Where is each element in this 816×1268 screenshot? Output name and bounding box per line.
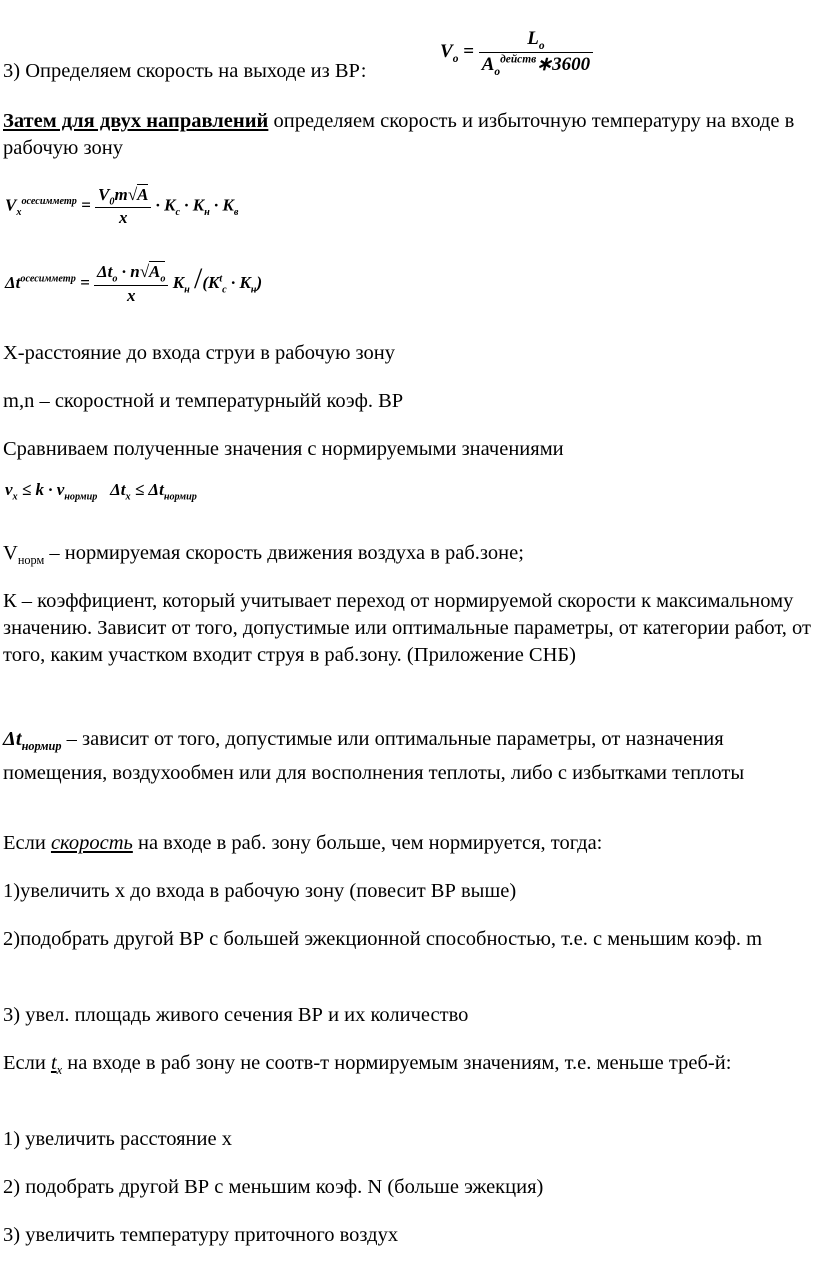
paragraph-compare: Сравниваем полученные значения с нормируемыми значениями	[3, 438, 564, 460]
paragraph-if-temperature: Если $t_x$ на входе в раб зону не соотв-т нормируемым значениям, т.е. меньше треб-й:	[3, 1052, 732, 1078]
list-item-1: 1)увеличить х до входа в рабочую зону (повесит ВР выше)	[3, 880, 517, 902]
paragraph-two-directions: Затем для двух направлений определяем скорость и избыточную температуру на входе в рабочую зону	[3, 110, 795, 159]
paragraph-x-definition: X-расстояние до входа струи в рабочую зону	[3, 342, 395, 364]
paragraph-mn-definition: m,n – скоростной и температурныйй коэф. ВР	[3, 390, 404, 412]
formula-comparison: $v_x \le k \cdot v_{нормир}$ $\Delta t_x \le \Delta t_{нормир}$	[5, 480, 197, 503]
formula-velocity-x: $V_x^{осесимметр}$ = $\frac{V_0m√A}{x}$ · $K_c \cdot K_н \cdot K_в$	[5, 185, 239, 228]
paragraph-k-coefficient: К – коэффициент, который учитывает переход от нормируемой скорости к максимальному значению. Зависит от того, допустимые или оптимальные параметры, от категории работ, от того, каким участком входит струя в раб.зону. (Приложение СНБ)	[3, 590, 811, 666]
formula-delta-t-x: $\Delta t^{осесимметр}$ = $\frac{\Delta t_o \cdot n√A_o}{x}$ $K_н$ $/(K^t_c \cdot K_н)$	[5, 262, 263, 305]
paragraph-v-norm: $V_{норм}$ – нормируемая скорость движения воздуха в раб.зоне;	[3, 542, 524, 568]
list-item-t2: 2) подобрать другой ВР с меньшим коэф. N (больше эжекция)	[3, 1176, 544, 1198]
list-item-t3: 3) увеличить температуру приточного воздух	[3, 1224, 399, 1246]
formula-exit-velocity: $V_o$ = $\frac{L_o}{A_o^{действ}∗3600}$	[440, 28, 593, 78]
paragraph-if-velocity: Если скорость на входе в раб. зону больше, чем нормируется, тогда:	[3, 832, 603, 854]
paragraph-exit-velocity: 3) Определяем скорость на выходе из ВР:	[3, 60, 367, 82]
list-item-t1: 1) увеличить расстояние х	[3, 1128, 232, 1150]
list-item-3: 3) увел. площадь живого сечения ВР и их количество	[3, 1004, 469, 1026]
list-item-2: 2)подобрать другой ВР с большей эжекционной способностью, т.е. с меньшим коэф. m	[3, 928, 763, 950]
paragraph-delta-t-norm: $\Delta t_{нормир}$ – зависит от того, допустимые или оптимальные параметры, от назначения помещения, воздухообмен или для восполнения теплоты, либо с избытками теплоты	[3, 728, 745, 785]
